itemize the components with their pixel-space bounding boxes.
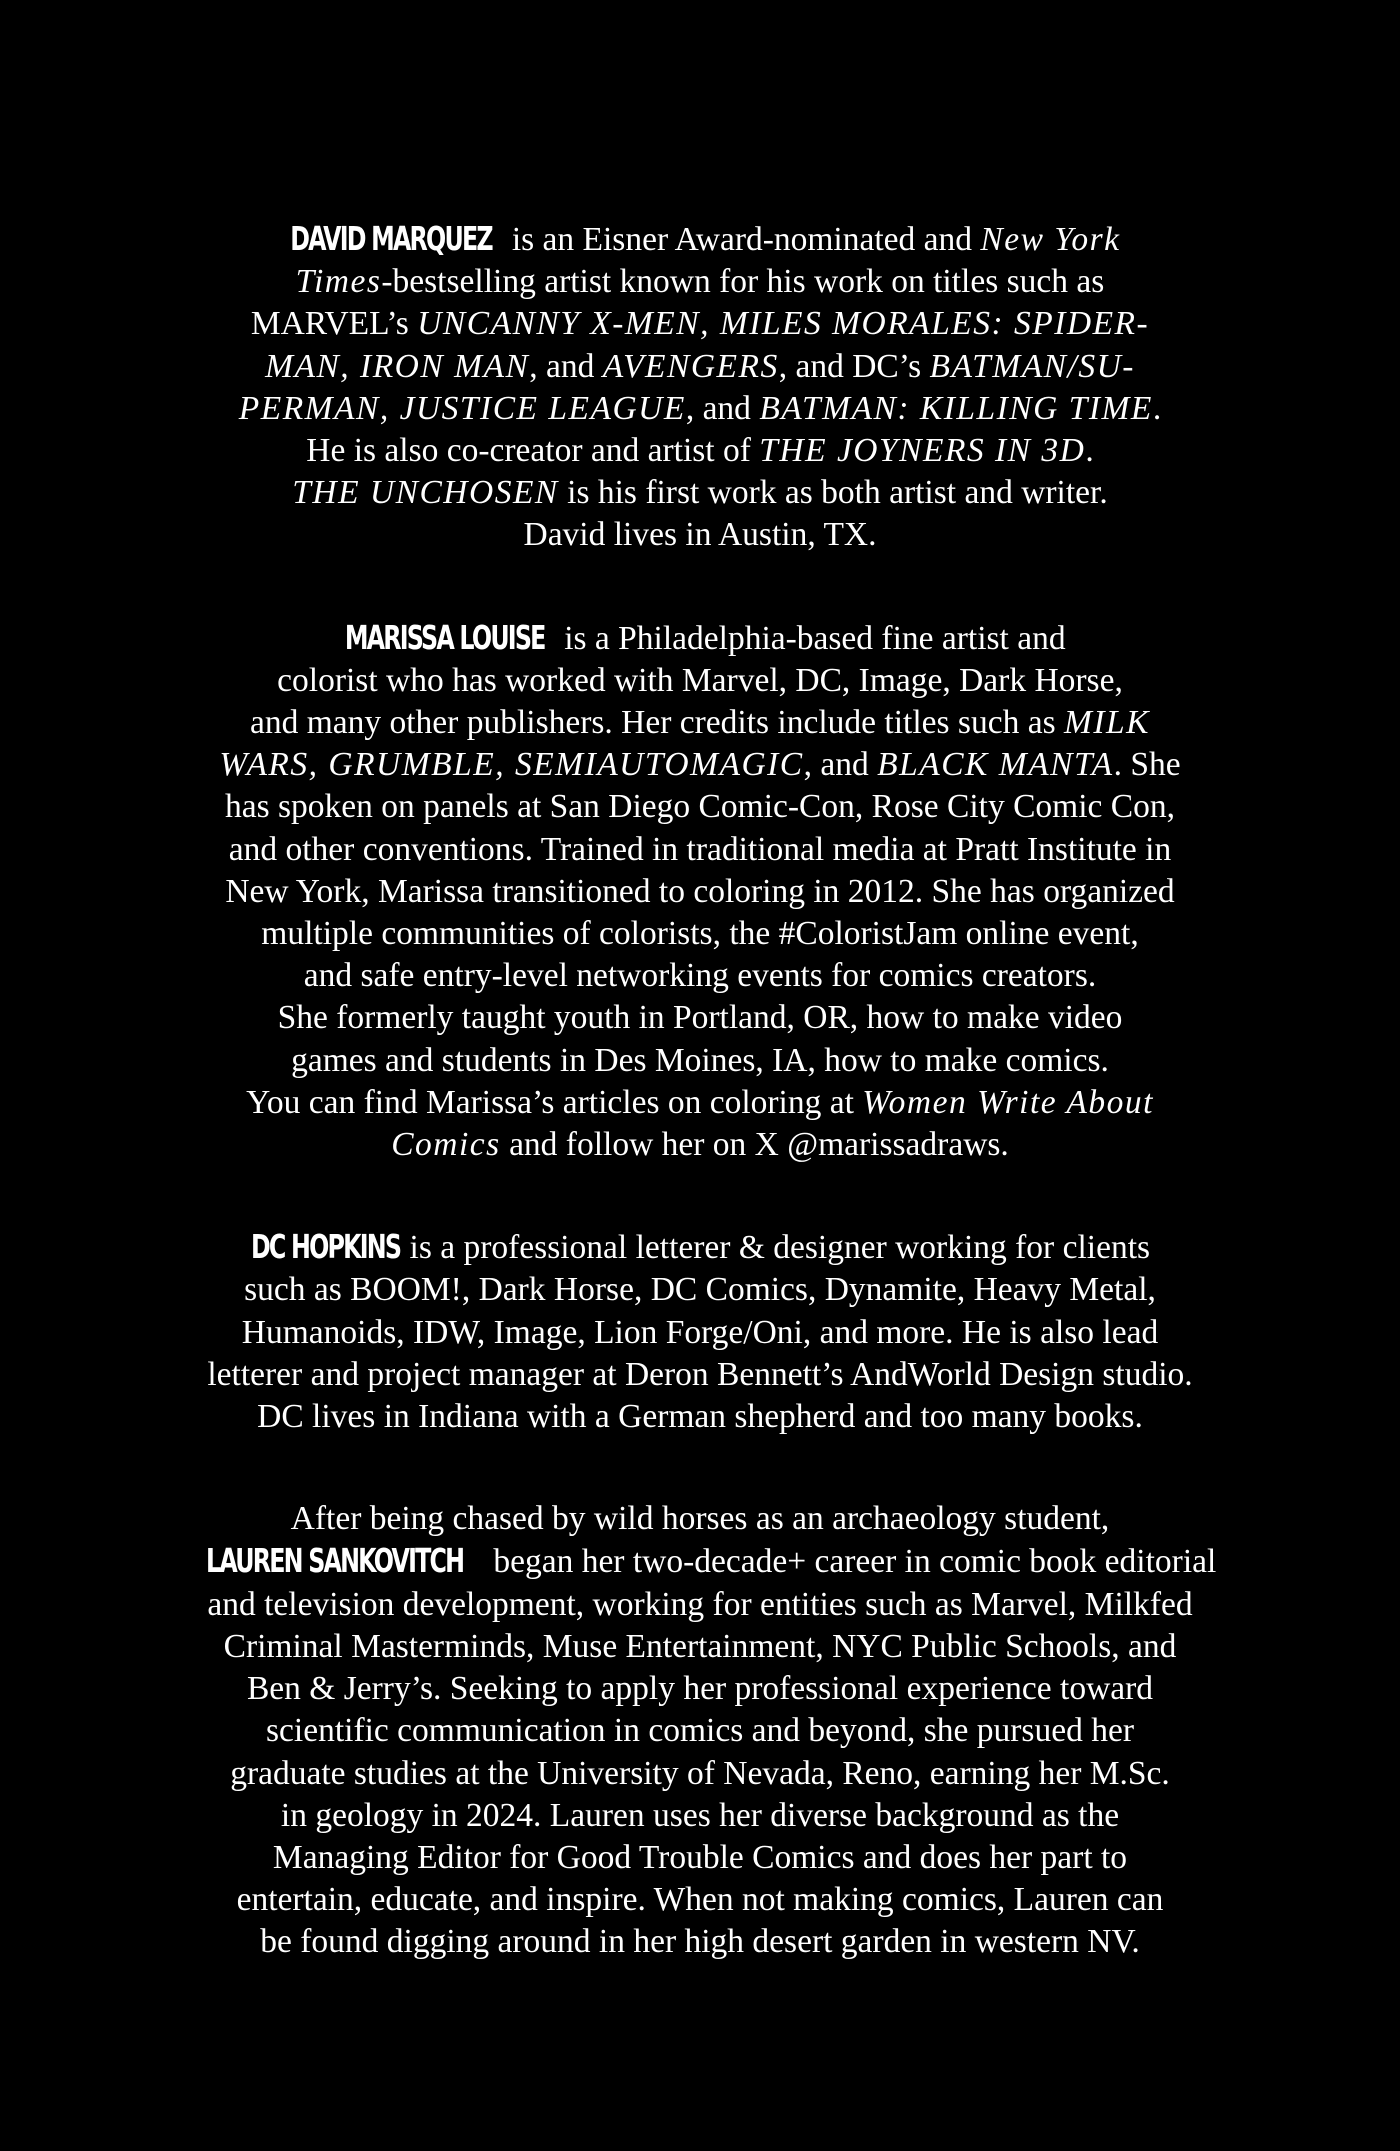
bio-line: After being chased by wild horses as an archaeology student, — [290, 1500, 1110, 1538]
bio-line: be found digging around in her high desert garden in western NV. — [260, 1923, 1140, 1961]
title-italic: New York — [980, 221, 1121, 258]
bio-lauren-sankovitch — [90, 1498, 1310, 1963]
title-italic: MILK — [1063, 704, 1151, 742]
title-italic: PERMAN, JUSTICE LEAGUE — [238, 389, 686, 427]
bio-line: multiple communities of colorists, the #ColoristJam online event, — [261, 915, 1139, 953]
bio-line: and television development, working for entities such as Marvel, Milkfed — [207, 1585, 1193, 1623]
bio-line: colorist who has worked with Marvel, DC, Image, Dark Horse, — [277, 661, 1123, 699]
title-italic: BLACK MANTA — [877, 746, 1114, 784]
bio-line: and safe entry-level networking events for comics creators. — [303, 957, 1097, 995]
bio-line: graduate studies at the University of Nevada, Reno, earning her M.Sc. — [230, 1754, 1170, 1792]
bio-line: Comics and follow her on X @marissadraws. — [391, 1126, 1009, 1164]
bio-line: Managing Editor for Good Trouble Comics and does her part to — [272, 1838, 1128, 1876]
creator-name: MARISSA LOUISE — [345, 617, 545, 657]
title-italic: Times — [295, 263, 382, 301]
bio-marissa-louise — [110, 617, 1290, 1167]
bio-line: LAUREN SANKOVITCH began her two-decade+ career in comic book editorial — [90, 1540, 1310, 1583]
bio-line: Times-bestselling artist known for his work on titles such as — [295, 263, 1105, 301]
bio-line: MAN, IRON MAN, and AVENGERS, and DC’s BATMAN/SU- — [265, 347, 1135, 385]
bio-line: You can find Marissa’s articles on coloring at Women Write About — [246, 1083, 1154, 1121]
title-italic: THE JOYNERS IN 3D — [759, 432, 1086, 470]
bio-david-marquez — [150, 218, 1250, 557]
bio-dc-hopkins — [110, 1226, 1290, 1438]
bio-line: David lives in Austin, TX. — [523, 516, 877, 554]
bio-line: letterer and project manager at Deron Bennett’s AndWorld Design studio. — [207, 1355, 1193, 1393]
title-italic: BATMAN/SU- — [929, 347, 1135, 385]
bio-line: DC lives in Indiana with a German shepherd and too many books. — [257, 1398, 1143, 1436]
bio-line: DC HOPKINS is a professional letterer & designer working for clients — [110, 1226, 1290, 1269]
creator-name: DC HOPKINS — [250, 1227, 401, 1267]
bio-line: and other conventions. Trained in traditional media at Pratt Institute in — [228, 830, 1172, 868]
title-italic: UNCANNY X-MEN, MILES MORALES: SPIDER- — [417, 305, 1150, 343]
creator-name: LAUREN SANKOVITCH — [205, 1541, 463, 1581]
bio-line: MARVEL’s UNCANNY X-MEN, MILES MORALES: SPIDER- — [250, 305, 1150, 343]
bio-line: entertain, educate, and inspire. When not making comics, Lauren can — [236, 1881, 1164, 1919]
bio-line: DAVID MARQUEZ is an Eisner Award-nominated and New York — [150, 218, 1250, 261]
bio-line: MARISSA LOUISE is a Philadelphia-based fine artist and — [110, 617, 1290, 660]
bio-line: in geology in 2024. Lauren uses her diverse background as the — [280, 1796, 1120, 1834]
bio-line: Ben & Jerry’s. Seeking to apply her professional experience toward — [246, 1670, 1154, 1708]
title-italic: THE UNCHOSEN — [292, 474, 559, 512]
creator-name: DAVID MARQUEZ — [290, 219, 493, 258]
bio-line: Criminal Masterminds, Muse Entertainment, NYC Public Schools, and — [223, 1627, 1177, 1665]
bio-line: has spoken on panels at San Diego Comic-Con, Rose City Comic Con, — [224, 788, 1176, 826]
bio-line: New York, Marissa transitioned to coloring in 2012. She has organized — [225, 872, 1175, 910]
title-italic: MAN, IRON MAN — [265, 347, 530, 385]
title-italic: AVENGERS — [602, 347, 779, 385]
title-italic: Women Write About — [862, 1083, 1154, 1121]
bio-line: Humanoids, IDW, Image, Lion Forge/Oni, and more. He is also lead — [241, 1313, 1159, 1351]
bio-line: THE UNCHOSEN is his first work as both artist and writer. — [292, 474, 1108, 512]
bio-line: scientific communication in comics and beyond, she pursued her — [266, 1712, 1134, 1750]
bio-line: She formerly taught youth in Portland, OR, how to make video — [277, 999, 1123, 1037]
title-italic: BATMAN: KILLING TIME — [759, 389, 1153, 427]
bio-line: games and students in Des Moines, IA, how to make comics. — [291, 1041, 1109, 1079]
bio-line: PERMAN, JUSTICE LEAGUE, and BATMAN: KILLING TIME. — [238, 389, 1162, 427]
bio-line: such as BOOM!, Dark Horse, DC Comics, Dynamite, Heavy Metal, — [244, 1271, 1156, 1309]
title-italic: Comics — [391, 1126, 501, 1164]
bio-line: WARS, GRUMBLE, SEMIAUTOMAGIC, and BLACK MANTA. She — [219, 746, 1181, 784]
bio-line: and many other publishers. Her credits include titles such as MILK — [249, 704, 1151, 742]
title-italic: WARS, GRUMBLE, SEMIAUTOMAGIC — [219, 746, 804, 784]
bio-line: He is also co-creator and artist of THE JOYNERS IN 3D. — [306, 432, 1094, 470]
